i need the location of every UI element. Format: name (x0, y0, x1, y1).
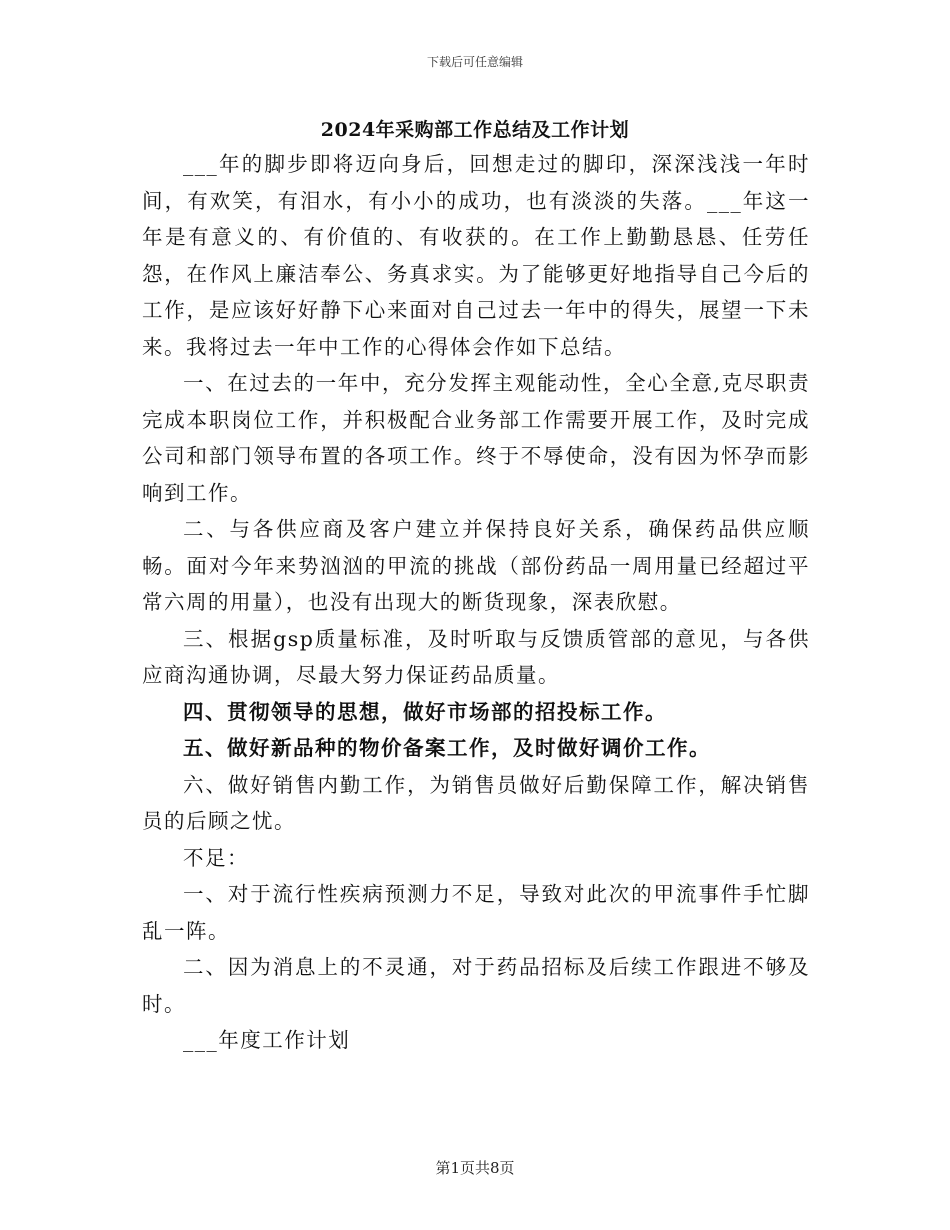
paragraph-item-4: 四、贯彻领导的思想，做好市场部的招投标工作。 (183, 699, 667, 724)
header-note: 下载后可任意编辑 (426, 55, 523, 69)
paragraph-item-3: 三、根据gsp质量标准，及时听取与反馈质管部的意见，与各供应商沟通协调，尽最大努力保证药品质量。 (142, 626, 810, 687)
paragraph-shortcoming-1: 一、对于流行性疾病预测力不足，导致对此次的甲流事件手忙脚乱一阵。 (142, 882, 810, 943)
paragraph-item-1: 一、在过去的一年中，充分发挥主观能动性，全心全意,克尽职责完成本职岗位工作，并积极配合业务部工作需要开展工作，及时完成公司和部门领导布置的各项工作。终于不辱使命，没有因为怀孕而影响到工作。 (142, 371, 810, 505)
paragraph-shortcoming-2: 二、因为消息上的不灵通，对于药品招标及后续工作跟进不够及时。 (142, 955, 810, 1016)
paragraph-shortcomings-heading: 不足： (183, 845, 249, 870)
paragraph-intro: ___年的脚步即将迈向身后，回想走过的脚印，深深浅浅一年时间，有欢笑，有泪水，有小小的成功，也有淡淡的失落。___年这一年是有意义的、有价值的、有收获的。在工作上勤勤恳恳、任劳任怨，在作风上廉洁奉公、务真求实。为了能够更好地指导自己今后的工作，是应该好好静下心来面对自己过去一年中的得失，展望一下未来。我将过去一年中工作的心得体会作如下总结。 (142, 152, 810, 359)
paragraph-item-5: 五、做好新品种的物价备案工作，及时做好调价工作。 (183, 736, 711, 760)
paragraph-plan-heading: ___年度工作计划 (183, 1028, 351, 1052)
page-footer: 第1页共8页 (435, 1159, 515, 1177)
document-body (142, 146, 810, 1059)
document-title: 2024年采购部工作总结及工作计划 (320, 119, 630, 141)
paragraph-item-2: 二、与各供应商及客户建立并保持良好关系，确保药品供应顺畅。面对今年来势汹汹的甲流的挑战（部份药品一周用量已经超过平常六周的用量），也没有出现大的断货现象，深表欣慰。 (142, 517, 810, 614)
paragraph-item-6: 六、做好销售内勤工作，为销售员做好后勤保障工作，解决销售员的后顾之忧。 (142, 772, 810, 833)
